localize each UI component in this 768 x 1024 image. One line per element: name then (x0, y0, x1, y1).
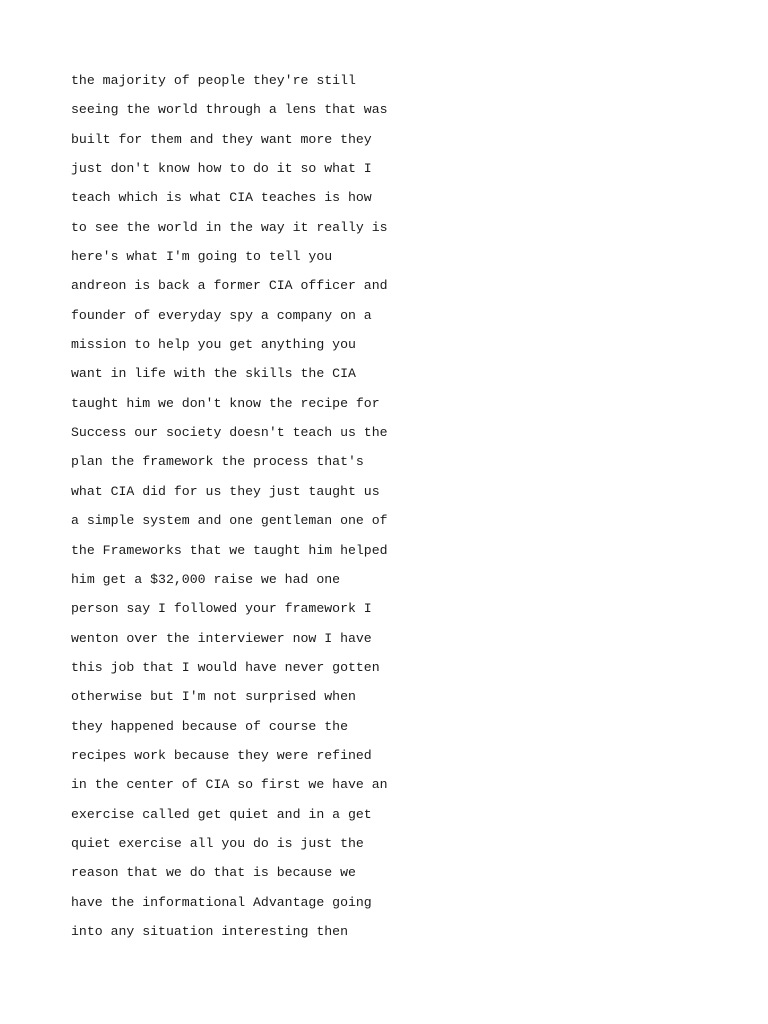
transcript-text (71, 66, 711, 946)
text-line: just don't know how to do it so what I (71, 161, 372, 177)
text-line: the Frameworks that we taught him helped (71, 542, 388, 558)
text-line: reason that we do that is because we (71, 865, 356, 881)
text-line: andreon is back a former CIA officer and (71, 278, 388, 294)
text-line: the majority of people they're still (71, 73, 356, 88)
text-line: this job that I would have never gotten (71, 659, 380, 675)
text-line: what CIA did for us they just taught us (71, 483, 380, 499)
text-line: want in life with the skills the CIA (71, 366, 356, 382)
text-line: person say I followed your framework I (71, 601, 372, 617)
text-line: to see the world in the way it really is (71, 219, 388, 235)
text-line: exercise called get quiet and in a get (71, 806, 372, 822)
text-line: otherwise but I'm not surprised when (71, 689, 356, 705)
text-line: him get a $32,000 raise we had one (71, 571, 341, 587)
text-line: plan the framework the process that's (71, 454, 364, 470)
text-line: they happened because of course the (71, 718, 348, 734)
text-line: Success our society doesn't teach us the (71, 425, 388, 441)
text-line: taught him we don't know the recipe for (71, 395, 380, 411)
text-line: founder of everyday spy a company on a (71, 307, 372, 323)
text-line: recipes work because they were refined (71, 747, 372, 763)
text-line: a simple system and one gentleman one of (71, 513, 388, 529)
text-line: in the center of CIA so first we have an (71, 777, 388, 793)
text-line: have the informational Advantage going (71, 894, 372, 910)
text-line: into any situation interesting then (71, 923, 348, 939)
text-line: seeing the world through a lens that was (71, 102, 388, 118)
text-line: teach which is what CIA teaches is how (71, 190, 372, 206)
text-line: quiet exercise all you do is just the (71, 835, 364, 851)
text-line: here's what I'm going to tell you (71, 249, 333, 265)
text-line: built for them and they want more they (71, 131, 372, 147)
text-line: wenton over the interviewer now I have (71, 630, 372, 646)
text-line: mission to help you get anything you (71, 337, 356, 353)
